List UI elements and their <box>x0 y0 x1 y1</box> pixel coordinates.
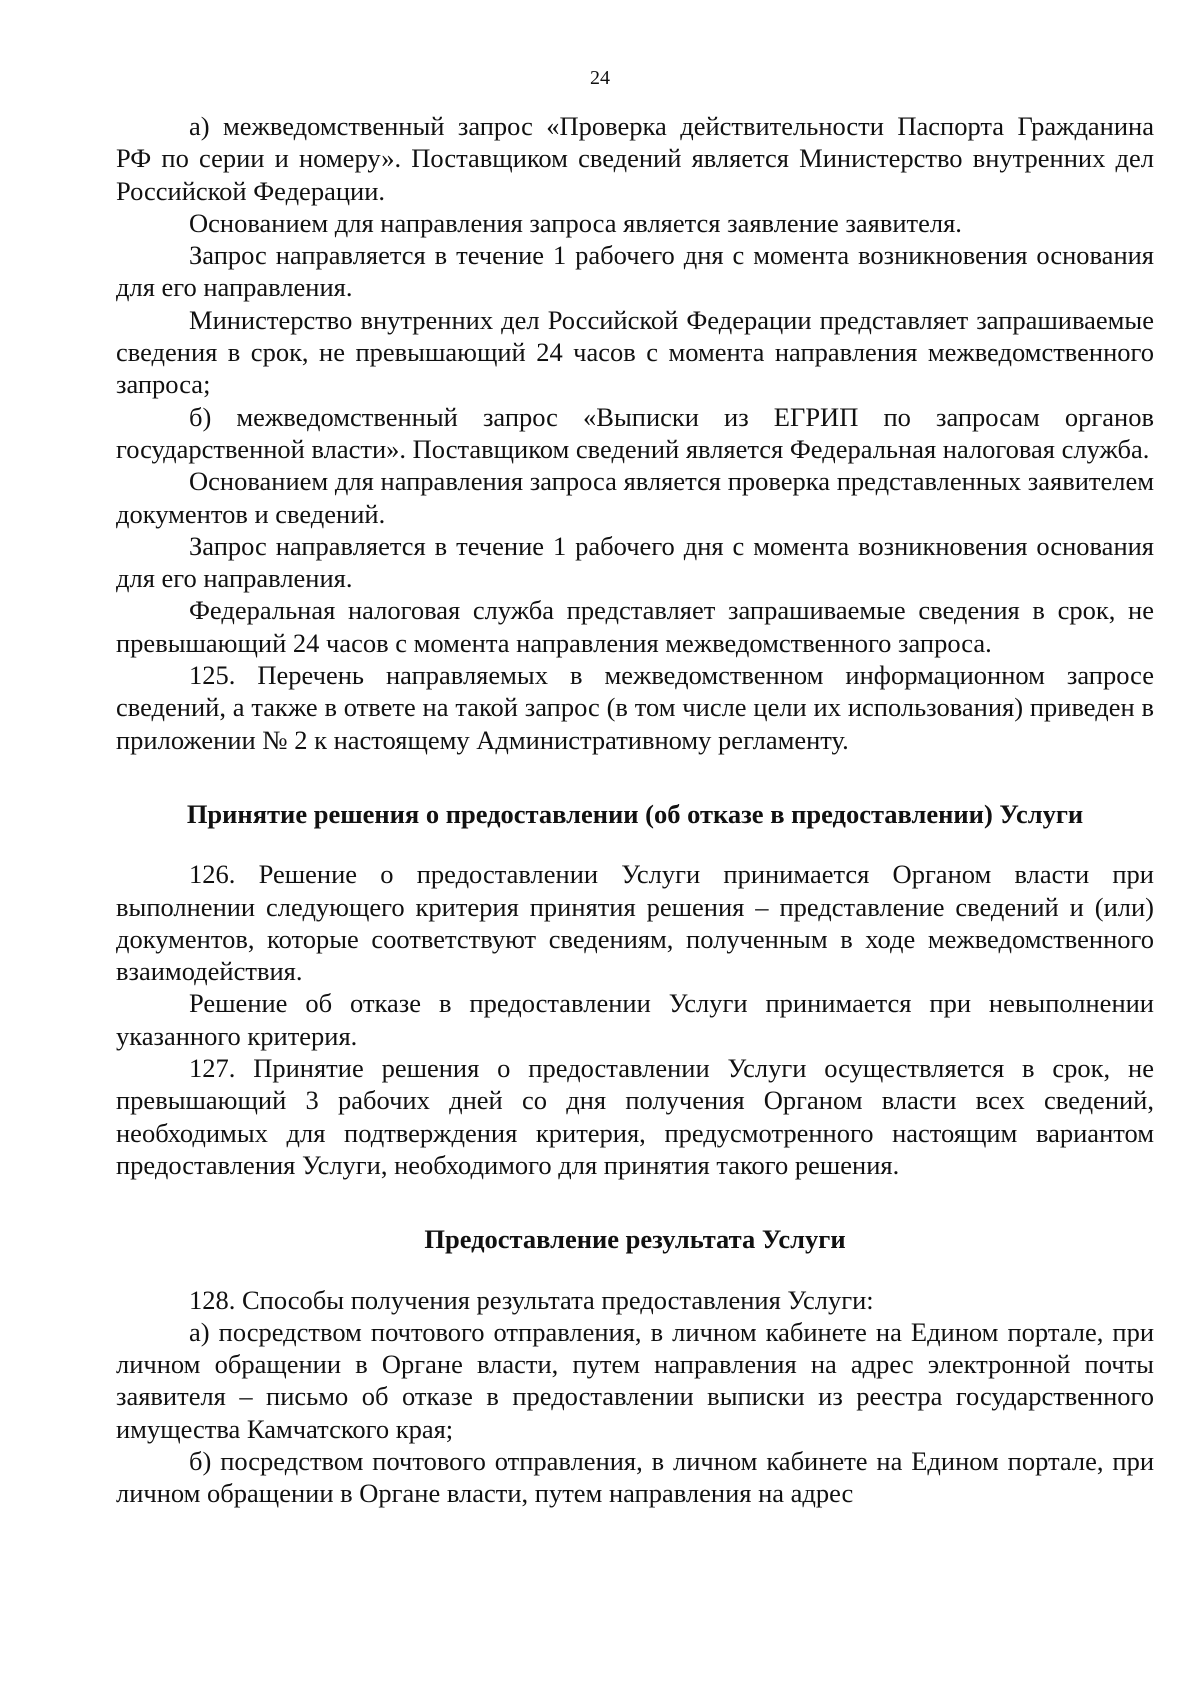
paragraph: 125. Перечень направляемых в межведомственном информационном запросе сведений, а также в ответе на такой запрос (в том числе цели их использования) приведен в приложении № 2 к настоящему Административному регламенту. <box>116 660 1154 755</box>
paragraph: Решение об отказе в предоставлении Услуги принимается при невыполнении указанного критерия. <box>116 988 1154 1051</box>
paragraph: Основанием для направления запроса является заявление заявителя. <box>189 207 962 238</box>
document-body <box>116 110 1154 1510</box>
paragraph: Запрос направляется в течение 1 рабочего дня с момента возникновения основания для его направления. <box>116 530 1154 594</box>
paragraph: Запрос направляется в течение 1 рабочего дня с момента возникновения основания для его направления. <box>116 240 1154 303</box>
paragraph: Федеральная налоговая служба представляет запрашиваемые сведения в срок, не превышающий 24 часов с момента направления межведомственного запроса. <box>116 595 1154 658</box>
paragraph: Основанием для направления запроса является проверка представленных заявителем документов и сведений. <box>116 466 1154 529</box>
paragraph: 126. Решение о предоставлении Услуги принимается Органом власти при выполнении следующего критерия принятия решения – представление сведений и (или) документов, которые соответствуют сведениям, полученным в ходе межведомственного взаимодействия. <box>116 859 1154 987</box>
paragraph: а) посредством почтового отправления, в личном кабинете на Едином портале, при личном обращении в Органе власти, путем направления на адрес электронной почты заявителя – письмо об отказе в предоставлении выписки из реестра государственного имущества Камчатского края; <box>116 1316 1154 1444</box>
paragraph: Министерство внутренних дел Российской Федерации представляет запрашиваемые сведения в срок, не превышающий 24 часов с момента направления межведомственного запроса; <box>116 304 1154 400</box>
paragraph: а) межведомственный запрос «Проверка действительности Паспорта Гражданина РФ по серии и номеру». Поставщиком сведений является Министерство внутренних дел Российской Федерации. <box>116 111 1154 206</box>
section-heading: Предоставление результата Услуги <box>424 1224 846 1255</box>
section-heading: Принятие решения о предоставлении (об отказе в предоставлении) Услуги <box>186 798 1084 829</box>
paragraph: б) посредством почтового отправления, в личном кабинете на Едином портале, при личном обращении в Органе власти, путем направления на адрес <box>116 1445 1154 1509</box>
paragraph: б) межведомственный запрос «Выписки из ЕГРИП по запросам органов государственной власти». Поставщиком сведений является Федеральная налоговая служба. <box>116 401 1154 464</box>
page-number: 24 <box>590 67 610 89</box>
paragraph: 127. Принятие решения о предоставлении Услуги осуществляется в срок, не превышающий 3 рабочих дней со дня получения Органом власти всех сведений, необходимых для подтверждения критерия, предусмотренного настоящим вариантом предоставления Услуги, необходимого для принятия такого решения. <box>116 1053 1154 1180</box>
paragraph: 128. Способы получения результата предоставления Услуги: <box>189 1284 874 1315</box>
